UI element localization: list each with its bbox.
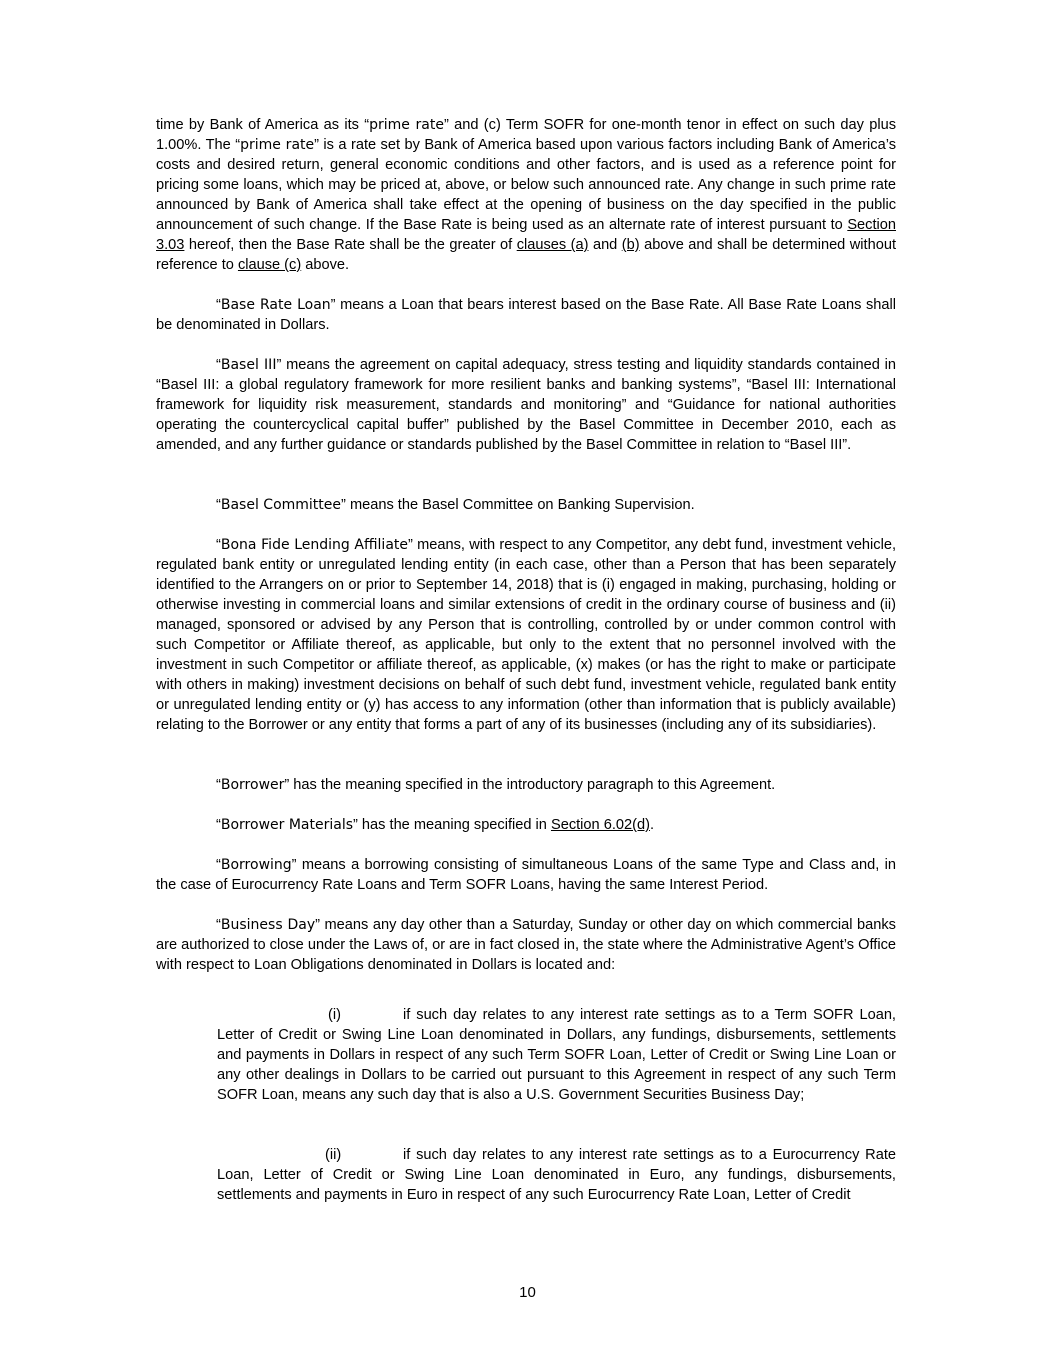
- quote: “: [216, 777, 221, 793]
- quote: “: [216, 817, 221, 833]
- defined-term: Base Rate Loan: [220, 297, 331, 313]
- section-reference-link[interactable]: Section 6.02(d): [550, 817, 650, 833]
- definition-text: ” means a Loan that bears interest based on the Base Rate. All Base Rate Loans shall be denominated in Dollars.: [156, 297, 897, 333]
- defined-term: prime rate: [369, 117, 444, 133]
- definition-text: ” means any day other than a Saturday, Sunday or other day on which commercial banks are authorized to close under the Laws of, or are in fact closed in, the state where the Administrative Agent’s Office with respect to Loan Obligations denominated in Dollars is located and:: [156, 917, 896, 973]
- definition-bona-fide-lending-affiliate: [156, 535, 896, 735]
- definition-borrowing: [156, 855, 896, 895]
- text: and: [588, 237, 622, 253]
- text: above.: [301, 257, 350, 273]
- quote: “: [216, 497, 221, 513]
- quote: “: [216, 537, 221, 553]
- definition-basel-iii: [156, 355, 896, 455]
- clause-text: if such day relates to any interest rate settings as to a Term SOFR Loan, Letter of Credit or Swing Line Loan denominated in Dollars, any fundings, disbursements, settlements and payments in Dollars in respect of any such Term SOFR Loan, Letter of Credit or Swing Line Loan or any other dealings in Dollars to be carried out pursuant to this Agreement in respect of any such Term SOFR Loan, means any such day that is also a U.S. Government Securities Business Day;: [217, 1007, 896, 1103]
- clause-reference-link[interactable]: (b): [621, 237, 640, 253]
- definition-base-rate-loan: [156, 295, 896, 335]
- paragraph-prime-rate: [156, 115, 896, 275]
- definition-text: ” means the agreement on capital adequacy, stress testing and liquidity standards contained in “Basel III: a global regulatory framework for more resilient banks and banking systems”, “Basel III: International framework for liquidity risk measurement, standards and monitoring” and “Guidance for national authorities operating the countercyclical capital buffer” published by the Basel Committee in December 2010, each as amended, and any further guidance or standards published by the Basel Committee in relation to “Basel III”.: [156, 357, 896, 453]
- clause-reference-link[interactable]: clauses (a): [516, 237, 589, 253]
- definition-borrower-materials: [156, 815, 896, 835]
- defined-term: Borrower Materials: [220, 817, 354, 833]
- text: above and shall be determined without reference to: [156, 237, 897, 273]
- defined-term: Basel III: [220, 357, 277, 373]
- definition-text: ” means a borrowing consisting of simultaneous Loans of the same Type and Class and, in the case of Eurocurrency Rate Loans and Term SOFR Loans, having the same Interest Period.: [156, 857, 896, 893]
- page-number: 10: [519, 1284, 536, 1301]
- defined-term: Basel Committee: [220, 497, 342, 513]
- quote: “: [216, 857, 221, 873]
- quote: “: [216, 917, 221, 933]
- defined-term: Business Day: [220, 917, 316, 933]
- clause-marker: (ii): [325, 1147, 342, 1163]
- quote: “: [216, 357, 221, 373]
- definition-text: ” has the meaning specified in the introductory paragraph to this Agreement.: [284, 777, 776, 793]
- section-reference-link[interactable]: Section 3.03: [156, 217, 896, 253]
- definition-text: ” means, with respect to any Competitor, any debt fund, investment vehicle, regulated bank entity or unregulated lending entity (in each case, other than a Person that has been separately identified to the Arrangers on or prior to September 14, 2018) that is (i) engaged in making, purchasing, holding or otherwise investing in commercial loans and similar extensions of credit in the ordinary course of business and (ii) managed, sponsored or advised by any Person that is controlling, controlled by or under common control with such Competitor or Affiliate thereof, as applicable, but only to the extent that no personnel involved with the investment in such Competitor or affiliate thereof, as applicable, (x) makes (or has the right to make or participate with others in making) investment decisions on behalf of such debt fund, investment vehicle, regulated bank entity or unregulated lending entity or (y) has access to any information (other than information that is publicly available) relating to the Borrower or any entity that forms a part of any of its businesses (including any of its subsidiaries).: [156, 537, 897, 733]
- clause-ii: [217, 1145, 896, 1205]
- defined-term: Bona Fide Lending Affiliate: [220, 537, 408, 553]
- defined-term: prime rate: [240, 137, 315, 153]
- text: hereof, then the Base Rate shall be the greater of: [184, 237, 517, 253]
- definition-text: ” means the Basel Committee on Banking Supervision.: [341, 497, 695, 513]
- text: ” is a rate set by Bank of America based upon various factors including Bank of America’s costs and desired return, general economic conditions and other factors, and is used as a reference point for pricing some loans, which may be priced at, above, or below such announced rate. Any change in such prime rate announced by Bank of America shall take effect at the opening of business on the day specified in the public announcement of such change. If the Base Rate is being used as an alternate rate of interest pursuant to: [156, 137, 896, 233]
- text: .: [649, 817, 655, 833]
- clause-marker: (i): [328, 1007, 341, 1023]
- defined-term: Borrower: [220, 777, 285, 793]
- defined-term: Borrowing: [220, 857, 292, 873]
- definition-basel-committee: [156, 495, 896, 515]
- clause-i: [217, 1005, 896, 1105]
- quote: “: [216, 297, 221, 313]
- text: ” and (c) Term SOFR for one-month tenor in effect on such day plus 1.00%. The “: [156, 117, 896, 153]
- clause-text: if such day relates to any interest rate settings as to a Eurocurrency Rate Loan, Letter of Credit or Swing Line Loan denominated in Euro, any fundings, disbursements, settlements and payments in Euro in respect of any such Eurocurrency Rate Loan, Letter of Credit: [217, 1147, 896, 1203]
- clause-reference-link[interactable]: clause (c): [237, 257, 302, 273]
- definition-text: ” has the meaning specified in: [353, 817, 551, 833]
- definition-borrower: [156, 775, 896, 795]
- definition-business-day: [156, 915, 896, 975]
- text: time by Bank of America as its “: [156, 117, 370, 133]
